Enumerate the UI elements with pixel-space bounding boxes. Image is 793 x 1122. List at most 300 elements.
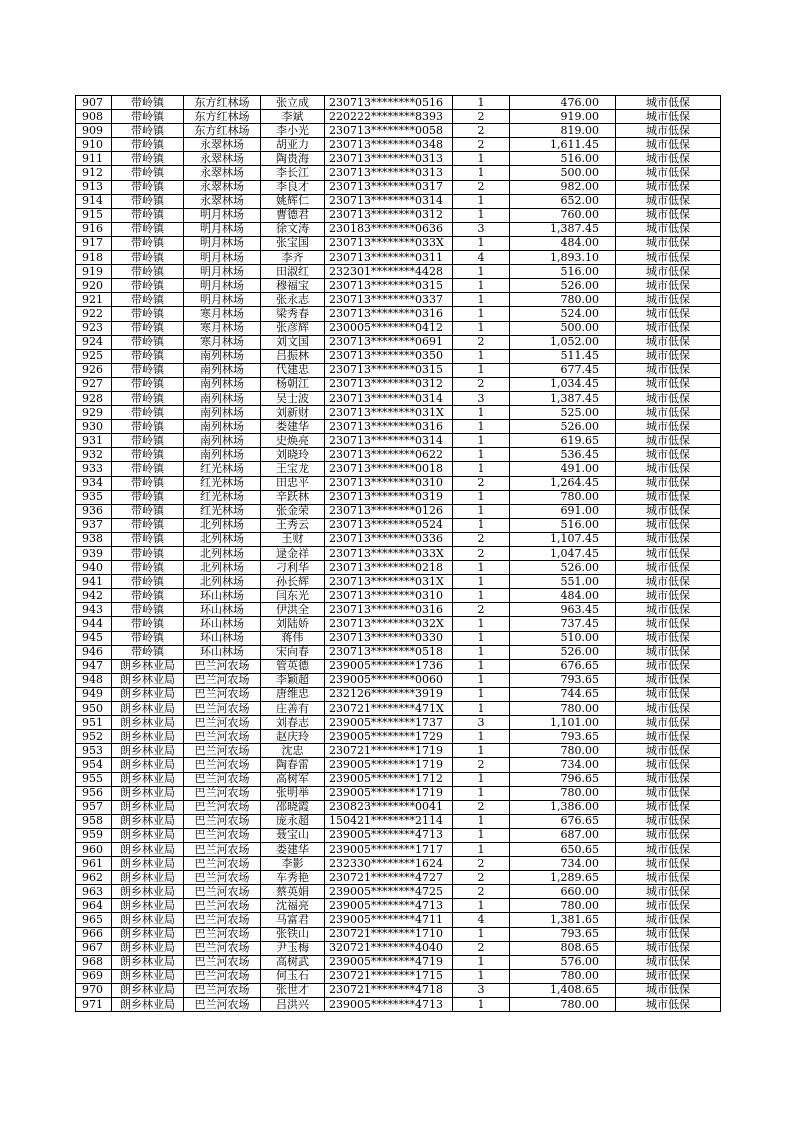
unit-cell: 明月林场 [184, 222, 261, 236]
name-cell: 吕振林 [261, 349, 325, 363]
unit-cell: 巴兰河农场 [184, 702, 261, 716]
category-cell: 城市低保 [616, 659, 721, 673]
name-cell: 张明举 [261, 786, 325, 800]
row-number-cell: 910 [76, 138, 112, 152]
category-cell: 城市低保 [616, 702, 721, 716]
row-number-cell: 946 [76, 645, 112, 659]
id-number-cell: 239005********4711 [325, 913, 453, 927]
unit-cell: 北列林场 [184, 547, 261, 561]
name-cell: 杨朝江 [261, 377, 325, 391]
name-cell: 代建忠 [261, 363, 325, 377]
name-cell: 尹玉梅 [261, 941, 325, 955]
town-cell: 朗乡林业局 [112, 673, 184, 687]
name-cell: 刘晓玲 [261, 448, 325, 462]
name-cell: 史焕亮 [261, 434, 325, 448]
unit-cell: 红光林场 [184, 462, 261, 476]
category-cell: 城市低保 [616, 518, 721, 532]
id-number-cell: 230713********033X [325, 547, 453, 561]
category-cell: 城市低保 [616, 307, 721, 321]
row-number-cell: 955 [76, 772, 112, 786]
category-cell: 城市低保 [616, 293, 721, 307]
amount-cell: 780.00 [510, 786, 616, 800]
table-row [76, 222, 721, 236]
table-row [76, 180, 721, 194]
name-cell: 吕洪兴 [261, 998, 325, 1012]
household-size-cell: 1 [453, 96, 510, 110]
row-number-cell: 925 [76, 349, 112, 363]
name-cell: 孙长辉 [261, 575, 325, 589]
category-cell: 城市低保 [616, 631, 721, 645]
table-row [76, 504, 721, 518]
household-size-cell: 1 [453, 631, 510, 645]
town-cell: 带岭镇 [112, 335, 184, 349]
amount-cell: 576.00 [510, 955, 616, 969]
table-row [76, 335, 721, 349]
table-row [76, 673, 721, 687]
id-number-cell: 230713********0018 [325, 462, 453, 476]
row-number-cell: 920 [76, 279, 112, 293]
row-number-cell: 941 [76, 575, 112, 589]
table-row [76, 138, 721, 152]
household-size-cell: 2 [453, 871, 510, 885]
amount-cell: 619.65 [510, 434, 616, 448]
table-row [76, 532, 721, 546]
category-cell: 城市低保 [616, 532, 721, 546]
category-cell: 城市低保 [616, 476, 721, 490]
row-number-cell: 949 [76, 687, 112, 701]
household-size-cell: 2 [453, 758, 510, 772]
amount-cell: 1,047.45 [510, 547, 616, 561]
category-cell: 城市低保 [616, 504, 721, 518]
household-size-cell: 2 [453, 110, 510, 124]
unit-cell: 南列林场 [184, 391, 261, 405]
table-row [76, 208, 721, 222]
table-row [76, 307, 721, 321]
id-number-cell: 239005********4713 [325, 998, 453, 1012]
unit-cell: 巴兰河农场 [184, 871, 261, 885]
amount-cell: 808.65 [510, 941, 616, 955]
name-cell: 逯金祥 [261, 547, 325, 561]
name-cell: 刘春志 [261, 716, 325, 730]
row-number-cell: 943 [76, 603, 112, 617]
household-size-cell: 1 [453, 561, 510, 575]
table-row [76, 96, 721, 110]
name-cell: 姚辉仁 [261, 194, 325, 208]
table-row [76, 391, 721, 405]
town-cell: 带岭镇 [112, 236, 184, 250]
unit-cell: 明月林场 [184, 293, 261, 307]
unit-cell: 永翠林场 [184, 138, 261, 152]
amount-cell: 676.65 [510, 814, 616, 828]
id-number-cell: 239005********1717 [325, 842, 453, 856]
category-cell: 城市低保 [616, 814, 721, 828]
category-cell: 城市低保 [616, 152, 721, 166]
name-cell: 张永志 [261, 293, 325, 307]
id-number-cell: 239005********1712 [325, 772, 453, 786]
town-cell: 带岭镇 [112, 462, 184, 476]
town-cell: 带岭镇 [112, 645, 184, 659]
name-cell: 胡亚力 [261, 138, 325, 152]
name-cell: 宋向春 [261, 645, 325, 659]
town-cell: 带岭镇 [112, 265, 184, 279]
id-number-cell: 230713********031X [325, 406, 453, 420]
row-number-cell: 947 [76, 659, 112, 673]
category-cell: 城市低保 [616, 279, 721, 293]
category-cell: 城市低保 [616, 166, 721, 180]
town-cell: 带岭镇 [112, 307, 184, 321]
table-row [76, 236, 721, 250]
town-cell: 带岭镇 [112, 434, 184, 448]
name-cell: 蔡英娟 [261, 885, 325, 899]
id-number-cell: 320721********4040 [325, 941, 453, 955]
town-cell: 带岭镇 [112, 279, 184, 293]
id-number-cell: 230713********0518 [325, 645, 453, 659]
id-number-cell: 230713********031X [325, 575, 453, 589]
name-cell: 田淑红 [261, 265, 325, 279]
amount-cell: 500.00 [510, 321, 616, 335]
category-cell: 城市低保 [616, 194, 721, 208]
unit-cell: 巴兰河农场 [184, 941, 261, 955]
name-cell: 车秀艳 [261, 871, 325, 885]
row-number-cell: 929 [76, 406, 112, 420]
amount-cell: 687.00 [510, 828, 616, 842]
name-cell: 李齐 [261, 251, 325, 265]
unit-cell: 巴兰河农场 [184, 857, 261, 871]
unit-cell: 明月林场 [184, 236, 261, 250]
id-number-cell: 230713********032X [325, 617, 453, 631]
amount-cell: 511.45 [510, 349, 616, 363]
id-number-cell: 230713********0524 [325, 518, 453, 532]
table-row [76, 575, 721, 589]
unit-cell: 寒月林场 [184, 335, 261, 349]
town-cell: 带岭镇 [112, 222, 184, 236]
id-number-cell: 230713********0319 [325, 490, 453, 504]
category-cell: 城市低保 [616, 406, 721, 420]
household-size-cell: 2 [453, 532, 510, 546]
amount-cell: 536.45 [510, 448, 616, 462]
household-size-cell: 1 [453, 744, 510, 758]
town-cell: 朗乡林业局 [112, 800, 184, 814]
amount-cell: 500.00 [510, 166, 616, 180]
table-row [76, 166, 721, 180]
category-cell: 城市低保 [616, 251, 721, 265]
id-number-cell: 239005********1719 [325, 786, 453, 800]
household-size-cell: 2 [453, 547, 510, 561]
name-cell: 聂宝山 [261, 828, 325, 842]
row-number-cell: 938 [76, 532, 112, 546]
name-cell: 徐文涛 [261, 222, 325, 236]
id-number-cell: 230713********0348 [325, 138, 453, 152]
table-row [76, 758, 721, 772]
row-number-cell: 965 [76, 913, 112, 927]
amount-cell: 491.00 [510, 462, 616, 476]
id-number-cell: 239005********1737 [325, 716, 453, 730]
category-cell: 城市低保 [616, 377, 721, 391]
category-cell: 城市低保 [616, 265, 721, 279]
town-cell: 朗乡林业局 [112, 772, 184, 786]
row-number-cell: 970 [76, 983, 112, 997]
unit-cell: 巴兰河农场 [184, 885, 261, 899]
amount-cell: 516.00 [510, 518, 616, 532]
row-number-cell: 951 [76, 716, 112, 730]
category-cell: 城市低保 [616, 222, 721, 236]
table-row [76, 631, 721, 645]
table-row [76, 645, 721, 659]
name-cell: 庄善有 [261, 702, 325, 716]
town-cell: 带岭镇 [112, 631, 184, 645]
table-row [76, 955, 721, 969]
row-number-cell: 963 [76, 885, 112, 899]
table-row [76, 998, 721, 1012]
table-row [76, 913, 721, 927]
unit-cell: 红光林场 [184, 490, 261, 504]
name-cell: 吴士波 [261, 391, 325, 405]
table-row [76, 659, 721, 673]
town-cell: 朗乡林业局 [112, 857, 184, 871]
unit-cell: 永翠林场 [184, 166, 261, 180]
amount-cell: 919.00 [510, 110, 616, 124]
row-number-cell: 950 [76, 702, 112, 716]
table-row [76, 603, 721, 617]
row-number-cell: 960 [76, 842, 112, 856]
household-size-cell: 1 [453, 406, 510, 420]
amount-cell: 1,107.45 [510, 532, 616, 546]
id-number-cell: 230721********1715 [325, 969, 453, 983]
unit-cell: 巴兰河农场 [184, 927, 261, 941]
row-number-cell: 936 [76, 504, 112, 518]
row-number-cell: 935 [76, 490, 112, 504]
town-cell: 朗乡林业局 [112, 885, 184, 899]
row-number-cell: 962 [76, 871, 112, 885]
row-number-cell: 912 [76, 166, 112, 180]
amount-cell: 525.00 [510, 406, 616, 420]
unit-cell: 巴兰河农场 [184, 983, 261, 997]
row-number-cell: 937 [76, 518, 112, 532]
unit-cell: 巴兰河农场 [184, 730, 261, 744]
row-number-cell: 934 [76, 476, 112, 490]
name-cell: 张宝国 [261, 236, 325, 250]
amount-cell: 780.00 [510, 899, 616, 913]
name-cell: 王秀云 [261, 518, 325, 532]
unit-cell: 北列林场 [184, 532, 261, 546]
amount-cell: 476.00 [510, 96, 616, 110]
name-cell: 穆福宝 [261, 279, 325, 293]
amount-cell: 526.00 [510, 561, 616, 575]
id-number-cell: 239005********4719 [325, 955, 453, 969]
row-number-cell: 908 [76, 110, 112, 124]
unit-cell: 明月林场 [184, 208, 261, 222]
id-number-cell: 230713********0126 [325, 504, 453, 518]
table-row [76, 448, 721, 462]
table-row [76, 434, 721, 448]
household-size-cell: 2 [453, 476, 510, 490]
table-row [76, 349, 721, 363]
unit-cell: 寒月林场 [184, 307, 261, 321]
table-row [76, 589, 721, 603]
category-cell: 城市低保 [616, 772, 721, 786]
name-cell: 刘陆娇 [261, 617, 325, 631]
id-number-cell: 239005********1719 [325, 758, 453, 772]
household-size-cell: 2 [453, 124, 510, 138]
category-cell: 城市低保 [616, 969, 721, 983]
row-number-cell: 959 [76, 828, 112, 842]
unit-cell: 巴兰河农场 [184, 998, 261, 1012]
category-cell: 城市低保 [616, 124, 721, 138]
id-number-cell: 230713********0316 [325, 603, 453, 617]
table-row [76, 265, 721, 279]
town-cell: 朗乡林业局 [112, 955, 184, 969]
amount-cell: 526.00 [510, 645, 616, 659]
row-number-cell: 921 [76, 293, 112, 307]
table-row [76, 744, 721, 758]
id-number-cell: 230713********0315 [325, 363, 453, 377]
name-cell: 娄建华 [261, 842, 325, 856]
town-cell: 朗乡林业局 [112, 899, 184, 913]
household-size-cell: 2 [453, 857, 510, 871]
row-number-cell: 958 [76, 814, 112, 828]
row-number-cell: 907 [76, 96, 112, 110]
amount-cell: 1,893.10 [510, 251, 616, 265]
category-cell: 城市低保 [616, 744, 721, 758]
town-cell: 朗乡林业局 [112, 744, 184, 758]
table-row [76, 617, 721, 631]
category-cell: 城市低保 [616, 208, 721, 222]
town-cell: 带岭镇 [112, 124, 184, 138]
id-number-cell: 230713********0350 [325, 349, 453, 363]
town-cell: 带岭镇 [112, 349, 184, 363]
row-number-cell: 922 [76, 307, 112, 321]
household-size-cell: 1 [453, 448, 510, 462]
category-cell: 城市低保 [616, 420, 721, 434]
household-size-cell: 1 [453, 998, 510, 1012]
name-cell: 张彦辉 [261, 321, 325, 335]
household-size-cell: 1 [453, 504, 510, 518]
amount-cell: 516.00 [510, 152, 616, 166]
category-cell: 城市低保 [616, 391, 721, 405]
row-number-cell: 957 [76, 800, 112, 814]
row-number-cell: 939 [76, 547, 112, 561]
unit-cell: 环山林场 [184, 645, 261, 659]
town-cell: 带岭镇 [112, 293, 184, 307]
household-size-cell: 1 [453, 927, 510, 941]
town-cell: 朗乡林业局 [112, 998, 184, 1012]
amount-cell: 1,381.65 [510, 913, 616, 927]
table-row [76, 828, 721, 842]
name-cell: 梁秀春 [261, 307, 325, 321]
town-cell: 朗乡林业局 [112, 871, 184, 885]
row-number-cell: 924 [76, 335, 112, 349]
household-size-cell: 1 [453, 307, 510, 321]
name-cell: 高树武 [261, 955, 325, 969]
unit-cell: 环山林场 [184, 589, 261, 603]
category-cell: 城市低保 [616, 321, 721, 335]
household-size-cell: 2 [453, 941, 510, 955]
unit-cell: 北列林场 [184, 518, 261, 532]
town-cell: 带岭镇 [112, 208, 184, 222]
row-number-cell: 919 [76, 265, 112, 279]
table-row [76, 561, 721, 575]
row-number-cell: 944 [76, 617, 112, 631]
category-cell: 城市低保 [616, 673, 721, 687]
unit-cell: 巴兰河农场 [184, 744, 261, 758]
household-size-cell: 1 [453, 293, 510, 307]
row-number-cell: 953 [76, 744, 112, 758]
unit-cell: 东方红林场 [184, 96, 261, 110]
id-number-cell: 230713********0622 [325, 448, 453, 462]
category-cell: 城市低保 [616, 857, 721, 871]
household-size-cell: 4 [453, 913, 510, 927]
id-number-cell: 239005********1736 [325, 659, 453, 673]
unit-cell: 南列林场 [184, 363, 261, 377]
id-number-cell: 232126********3919 [325, 687, 453, 701]
town-cell: 朗乡林业局 [112, 983, 184, 997]
amount-cell: 677.45 [510, 363, 616, 377]
town-cell: 带岭镇 [112, 575, 184, 589]
name-cell: 李良才 [261, 180, 325, 194]
household-size-cell: 4 [453, 251, 510, 265]
category-cell: 城市低保 [616, 561, 721, 575]
amount-cell: 691.00 [510, 504, 616, 518]
name-cell: 伊洪全 [261, 603, 325, 617]
town-cell: 带岭镇 [112, 180, 184, 194]
id-number-cell: 239005********4713 [325, 828, 453, 842]
name-cell: 田忠平 [261, 476, 325, 490]
id-number-cell: 230713********0330 [325, 631, 453, 645]
id-number-cell: 230713********0316 [325, 307, 453, 321]
town-cell: 带岭镇 [112, 363, 184, 377]
amount-cell: 551.00 [510, 575, 616, 589]
category-cell: 城市低保 [616, 180, 721, 194]
id-number-cell: 230713********0312 [325, 208, 453, 222]
id-number-cell: 230713********0058 [325, 124, 453, 138]
table-row [76, 377, 721, 391]
household-size-cell: 1 [453, 518, 510, 532]
amount-cell: 982.00 [510, 180, 616, 194]
name-cell: 马富君 [261, 913, 325, 927]
row-number-cell: 967 [76, 941, 112, 955]
unit-cell: 环山林场 [184, 603, 261, 617]
row-number-cell: 968 [76, 955, 112, 969]
household-size-cell: 3 [453, 391, 510, 405]
name-cell: 管英德 [261, 659, 325, 673]
row-number-cell: 945 [76, 631, 112, 645]
unit-cell: 巴兰河农场 [184, 786, 261, 800]
table-row [76, 814, 721, 828]
table-row [76, 124, 721, 138]
town-cell: 带岭镇 [112, 110, 184, 124]
amount-cell: 734.00 [510, 758, 616, 772]
table-row [76, 941, 721, 955]
name-cell: 蒋伟 [261, 631, 325, 645]
category-cell: 城市低保 [616, 603, 721, 617]
name-cell: 陶贵海 [261, 152, 325, 166]
id-number-cell: 230713********0317 [325, 180, 453, 194]
id-number-cell: 230713********0313 [325, 166, 453, 180]
unit-cell: 南列林场 [184, 448, 261, 462]
unit-cell: 巴兰河农场 [184, 673, 261, 687]
unit-cell: 红光林场 [184, 476, 261, 490]
town-cell: 朗乡林业局 [112, 969, 184, 983]
table-row [76, 786, 721, 800]
amount-cell: 780.00 [510, 293, 616, 307]
category-cell: 城市低保 [616, 236, 721, 250]
id-number-cell: 239005********0060 [325, 673, 453, 687]
name-cell: 娄建华 [261, 420, 325, 434]
town-cell: 带岭镇 [112, 518, 184, 532]
unit-cell: 环山林场 [184, 631, 261, 645]
category-cell: 城市低保 [616, 547, 721, 561]
household-size-cell: 1 [453, 645, 510, 659]
